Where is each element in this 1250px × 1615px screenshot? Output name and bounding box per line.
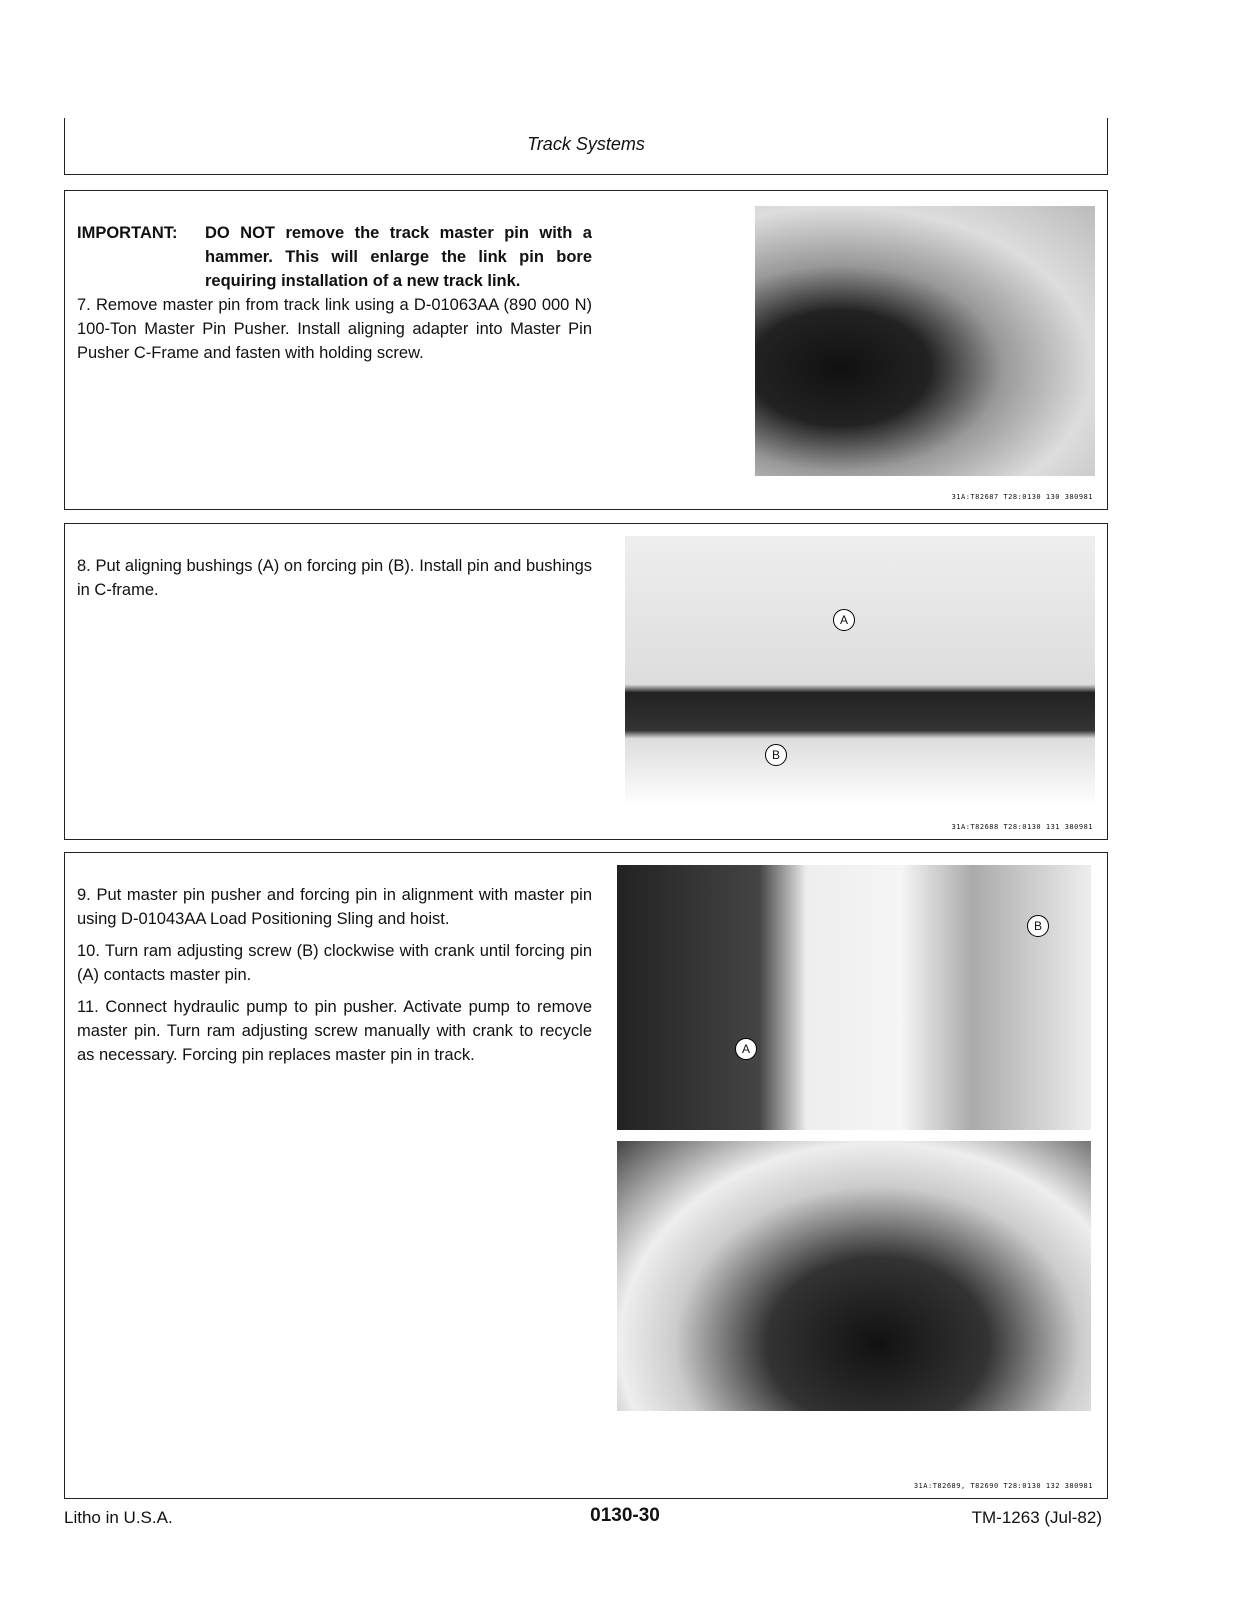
photo-caption: 31A:T82687 T28:0130 130 380981 xyxy=(951,493,1093,501)
step-8-panel xyxy=(64,523,1108,840)
callout-a: A xyxy=(735,1038,757,1060)
page-number: 0130-30 xyxy=(590,1505,660,1526)
photo-caption: 31A:T82689, T82690 T28:0130 132 380981 xyxy=(913,1482,1093,1490)
step-10: 10. Turn ram adjusting screw (B) clockwise with crank until forcing pin (A) contacts master pin. xyxy=(77,942,592,984)
callout-a: A xyxy=(833,609,855,631)
page-header xyxy=(64,118,1108,175)
step-7-text-block xyxy=(77,221,592,365)
callout-b: B xyxy=(1027,915,1049,937)
photo-forcing-pin xyxy=(625,536,1095,806)
callout-b: B xyxy=(765,744,787,766)
steps-9-11-panel xyxy=(64,852,1108,1499)
section-title: Track Systems xyxy=(527,134,645,154)
steps-9-11-text-block xyxy=(77,883,592,1075)
photo-caption: 31A:T82688 T28:0130 131 380981 xyxy=(951,823,1093,831)
important-note xyxy=(77,221,592,293)
step-8: 8. Put aligning bushings (A) on forcing pin (B). Install pin and bushings in C-frame. xyxy=(77,557,592,599)
photo-master-pin-pusher xyxy=(755,206,1095,476)
photo-pin-removal xyxy=(617,1141,1091,1411)
important-text: DO NOT remove the track master pin with a hammer. This will enlarge the link pin bore requiring installation of a new track link. xyxy=(205,224,592,290)
photo-pin-pusher-alignment xyxy=(617,865,1091,1130)
step-11: 11. Connect hydraulic pump to pin pusher. Activate pump to remove master pin. Turn ram adjusting screw manually with crank to recycle as necessary. Forcing pin replaces master pin in track. xyxy=(77,998,592,1064)
step-7: 7. Remove master pin from track link using a D-01063AA (890 000 N) 100-Ton Master Pin Pusher. Install aligning adapter into Master Pin Pusher C-Frame and fasten with holding screw. xyxy=(77,296,592,362)
footer-doc-id: TM-1263 (Jul-82) xyxy=(971,1508,1102,1527)
important-label: IMPORTANT: xyxy=(77,224,178,242)
footer-litho: Litho in U.S.A. xyxy=(64,1508,173,1527)
step-7-panel xyxy=(64,190,1108,510)
step-9: 9. Put master pin pusher and forcing pin in alignment with master pin using D-01043AA Load Positioning Sling and hoist. xyxy=(77,886,592,928)
